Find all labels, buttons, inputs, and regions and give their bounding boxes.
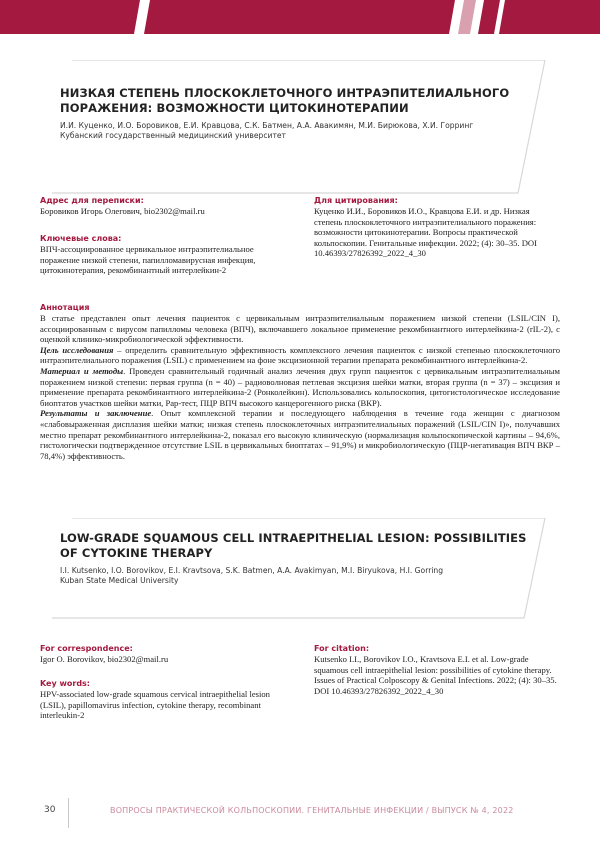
page-number: 30 bbox=[44, 805, 56, 815]
journal-footer: ВОПРОСЫ ПРАКТИЧЕСКОЙ КОЛЬПОСКОПИИ. ГЕНИТАЛЬНЫЕ ИНФЕКЦИИ / ВЫПУСК № 4, 2022 bbox=[110, 806, 514, 815]
keywords-label-en: Key words: bbox=[40, 679, 91, 688]
authors-en: I.I. Kutsenko, I.O. Borovikov, E.I. Kravtsova, S.K. Batmen, A.A. Avakimyan, M.I. Biryukova, H.I. Gorring bbox=[60, 566, 444, 575]
abstract-intro: В статье представлен опыт лечения пациенток с цервикальным интраэпителиальным поражением низкой степени (LSIL/CIN I), ассоциированным с вирусом папилломы человека (ВПЧ), включавшего локальное применение рекомбинантного интерлейкина-2 (rIL-2), с оценкой клинико-микробиологической эффективности. bbox=[40, 313, 560, 345]
abstract-goal-label: Цель исследования bbox=[40, 344, 114, 355]
keywords-ru bbox=[40, 234, 280, 276]
citation-text-en: Kutsenko I.I., Borovikov I.O., Kravtsova E.I. et al. Low-grade squamous cell intraepithelial lesion: possibilities of cytokine therapy. Issues of Practical Colposcopy & Genital Infections. 2022; (4): 30–35. DOI 10.46393/27826392_2022_4_30 bbox=[314, 654, 557, 696]
keywords-en bbox=[40, 679, 298, 721]
abstract-methods bbox=[40, 366, 560, 408]
citation-ru bbox=[314, 196, 552, 259]
abstract-goal bbox=[40, 345, 560, 366]
affiliation-en: Kuban State Medical University bbox=[60, 576, 179, 585]
correspondence-text-ru: Боровиков Игорь Олегович, bio2302@mail.ru bbox=[40, 206, 205, 216]
article-title-en: LOW-GRADE SQUAMOUS CELL INTRAEPITHELIAL LESION: POSSIBILITIES OF CYTOKINE THERAPY bbox=[60, 531, 527, 560]
keywords-label-ru: Ключевые слова: bbox=[40, 234, 122, 243]
correspondence-ru bbox=[40, 196, 295, 217]
citation-en bbox=[314, 644, 562, 696]
abstract-results-label: Результаты и заключение bbox=[40, 408, 152, 419]
footer-divider bbox=[68, 798, 69, 828]
keywords-text-ru: ВПЧ-ассоциированное цервикальное интраэпителиальное поражение низкой степени, папилломавирусная инфекция, цитокинотерапия, рекомбинантный интерлейкин-2 bbox=[40, 244, 256, 276]
correspondence-label-ru: Адрес для переписки: bbox=[40, 196, 144, 205]
article-header-en bbox=[60, 531, 546, 586]
abstract-results-text: . Опыт комплексной терапии и последующего наблюдения в течение года женщин с диагнозом «слабовыраженная дисплазия шейки матки; низкая степень плоскоклеточных интраэпителиальных поражений (LSIL/CIN I)», получавших местно препарат рекомбинантного интерлейкина-2, показал его высокую клиническую (нормализация кольпоскопической картины – 94,6%, гистологически подтвержденное отсутствие LSIL в цервикальных биоптатах – 91,9%) и микробиологическую (ПЦР-негативация ВПЧ ВКР – 78,4%) эффективность. bbox=[40, 408, 560, 461]
header-decoration bbox=[0, 0, 600, 40]
abstract-methods-label: Материал и методы bbox=[40, 365, 124, 376]
abstract-goal-text: – определить сравнительную эффективность комплексного лечения пациенток с низкой степенью плоскоклеточного интраэпителиального поражения (LSIL) с применением на фоне эксцизионной терапии препарата рекомбинантного интерлейкина-2. bbox=[40, 344, 560, 366]
authors-ru: И.И. Куценко, И.О. Боровиков, Е.И. Кравцова, С.К. Батмен, А.А. Авакимян, М.И. Бирюкова, Х.И. Горринг bbox=[60, 121, 474, 130]
abstract-results bbox=[40, 408, 560, 461]
affiliation-ru: Кубанский государственный медицинский университет bbox=[60, 131, 286, 140]
abstract-methods-text: . Проведен сравнительный годичный анализ лечения двух групп пациенток с цервикальным интраэпителиальным поражением низкой степени: первая группа (n = 40) – радиоволновая петлевая эксцизия шейки матки, вторая группа (n = 37) – эксцизия и применение препарата рекомбинантного интерлейкина-2 (Ронколейкин). Использовались кольпоскопия, цитогистологическое исследование биоптатов участков шейки матки, Pap-тест, ПЦР ВПЧ высокого канцерогенного риска (ВКР). bbox=[40, 365, 560, 408]
correspondence-text-en: Igor O. Borovikov, bio2302@mail.ru bbox=[40, 654, 169, 664]
correspondence-en bbox=[40, 644, 295, 665]
citation-label-ru: Для цитирования: bbox=[314, 196, 398, 205]
abstract-label: Аннотация bbox=[40, 303, 90, 312]
correspondence-label-en: For correspondence: bbox=[40, 644, 133, 653]
citation-label-en: For citation: bbox=[314, 644, 370, 653]
keywords-text-en: HPV-associated low-grade squamous cervical intraepithelial lesion (LSIL), papillomavirus infection, cytokine therapy, recombinant interleukin-2 bbox=[40, 689, 270, 721]
citation-text-ru: Куценко И.И., Боровиков И.О., Кравцова Е.И. и др. Низкая степень плоскоклеточного интраэпителиального поражения: возможности цитокинотерапии. Вопросы практической кольпоскопии. Генитальные инфекции. 2022; (4): 30–35. DOI 10.46393/27826392_2022_4_30 bbox=[314, 206, 537, 259]
article-header-ru bbox=[60, 86, 546, 141]
abstract-ru bbox=[40, 303, 560, 461]
article-title-ru: НИЗКАЯ СТЕПЕНЬ ПЛОСКОКЛЕТОЧНОГО ИНТРАЭПИТЕЛИАЛЬНОГО ПОРАЖЕНИЯ: ВОЗМОЖНОСТИ ЦИТОКИНОТЕРАПИИ bbox=[60, 86, 510, 115]
